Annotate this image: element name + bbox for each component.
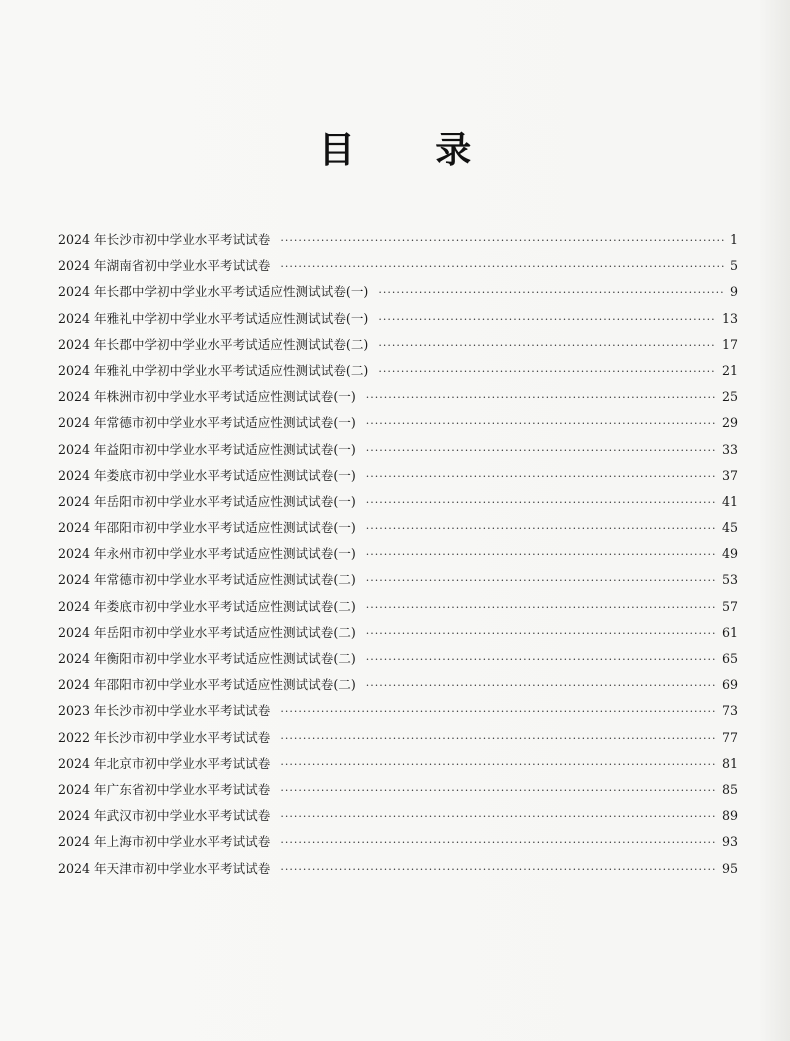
toc-entry [58, 253, 738, 279]
toc-entry-title: 2024 年邵阳市初中学业水平考试适应性测试试卷(二) [58, 677, 356, 693]
toc-entry-page: 73 [721, 703, 738, 719]
toc-entry-page: 81 [721, 755, 738, 771]
toc-entry [58, 463, 738, 489]
toc-entry-title: 2024 年常德市初中学业水平考试适应性测试试卷(一) [58, 415, 356, 431]
toc-entry [58, 489, 738, 515]
toc-entry [58, 829, 738, 855]
toc-entry [58, 751, 738, 777]
toc-entry-title: 2024 年邵阳市初中学业水平考试适应性测试试卷(一) [58, 520, 356, 536]
toc-entry-title: 2024 年岳阳市初中学业水平考试适应性测试试卷(一) [58, 493, 356, 509]
toc-leader-dots [280, 857, 716, 883]
toc-entry-title: 2024 年永州市初中学业水平考试适应性测试试卷(一) [58, 546, 356, 562]
toc-entry-title: 2024 年衡阳市初中学业水平考试适应性测试试卷(二) [58, 651, 356, 666]
toc-entry [58, 698, 738, 724]
toc-entry-title: 2024 年常德市初中学业水平考试适应性测试试卷(二) [58, 572, 356, 588]
toc-entry [58, 803, 738, 829]
toc-entry-page: 37 [721, 467, 738, 483]
toc-leader-dots [378, 359, 716, 385]
toc-entry [58, 777, 738, 803]
toc-leader-dots [280, 830, 716, 856]
toc-entry-page: 77 [721, 729, 738, 745]
toc-leader-dots [280, 254, 724, 280]
toc-leader-dots [366, 490, 716, 516]
toc-entry-title: 2024 年株洲市初中学业水平考试适应性测试试卷(一) [58, 389, 356, 405]
toc-entry [58, 410, 738, 436]
toc-entry-page: 41 [721, 493, 738, 509]
toc-leader-dots [378, 307, 716, 333]
toc-leader-dots [378, 333, 716, 359]
toc-entry [58, 646, 738, 672]
toc-entry-title: 2024 年天津市初中学业水平考试试卷 [58, 860, 271, 876]
toc-entry [58, 279, 738, 305]
toc-entry-title: 2024 年雅礼中学初中学业水平考试适应性测试试卷(二) [58, 362, 369, 378]
toc-entry-title: 2024 年北京市初中学业水平考试试卷 [58, 755, 271, 771]
toc-entry [58, 437, 738, 463]
toc-entry-page: 57 [721, 598, 738, 614]
toc-entry-title: 2024 年益阳市初中学业水平考试适应性测试试卷(一) [58, 441, 356, 457]
toc-entry-page: 17 [721, 336, 738, 352]
toc-entry-page: 93 [721, 834, 738, 850]
table-of-contents [58, 227, 738, 882]
toc-entry-page: 85 [721, 781, 738, 797]
toc-entry [58, 332, 738, 358]
toc-entry-title: 2024 年娄底市初中学业水平考试适应性测试试卷(一) [58, 467, 356, 483]
toc-entry-page: 5 [729, 258, 738, 274]
toc-entry [58, 541, 738, 567]
toc-entry-title: 2024 年武汉市初中学业水平考试试卷 [58, 808, 271, 824]
toc-leader-dots [366, 595, 716, 621]
toc-entry-title: 2022 年长沙市初中学业水平考试试卷 [58, 729, 271, 745]
toc-entry [58, 358, 738, 384]
toc-entry [58, 672, 738, 698]
toc-entry-page: 69 [721, 677, 738, 693]
toc-entry-page: 29 [721, 415, 738, 431]
toc-entry [58, 620, 738, 646]
toc-entry-page: 9 [729, 284, 738, 300]
toc-entry [58, 306, 738, 332]
toc-entry-title: 2024 年长郡中学初中学业水平考试适应性测试试卷(一) [58, 284, 369, 300]
toc-leader-dots [366, 673, 716, 699]
toc-entry [58, 567, 738, 593]
toc-entry [58, 594, 738, 620]
toc-entry-page: 61 [721, 624, 738, 640]
toc-leader-dots [280, 228, 724, 254]
toc-leader-dots [366, 647, 716, 673]
toc-entry-page: 53 [721, 572, 738, 588]
toc-leader-dots [280, 778, 716, 804]
toc-entry [58, 384, 738, 410]
toc-entry-title: 2024 年长沙市初中学业水平考试试卷 [58, 232, 271, 247]
toc-entry-title: 2024 年广东省初中学业水平考试试卷 [58, 781, 271, 797]
toc-leader-dots [280, 804, 716, 830]
toc-entry-page: 13 [721, 310, 738, 326]
toc-entry-page: 33 [721, 441, 738, 457]
toc-entry-page: 65 [721, 651, 738, 666]
toc-entry-page: 21 [721, 362, 738, 378]
toc-entry [58, 856, 738, 882]
toc-leader-dots [366, 464, 716, 490]
toc-entry [58, 725, 738, 751]
toc-leader-dots [366, 516, 716, 542]
toc-entry-page: 45 [721, 520, 738, 536]
toc-entry-title: 2024 年长郡中学初中学业水平考试适应性测试试卷(二) [58, 336, 369, 352]
toc-leader-dots [280, 726, 716, 752]
toc-entry-title: 2024 年雅礼中学初中学业水平考试适应性测试试卷(一) [58, 310, 369, 326]
toc-entry-title: 2024 年娄底市初中学业水平考试适应性测试试卷(二) [58, 598, 356, 614]
toc-leader-dots [366, 438, 716, 464]
toc-leader-dots [366, 568, 716, 594]
toc-entry [58, 227, 738, 253]
toc-entry-title: 2024 年上海市初中学业水平考试试卷 [58, 834, 271, 850]
toc-entry-page: 49 [721, 546, 738, 562]
toc-leader-dots [366, 411, 716, 437]
toc-leader-dots [280, 752, 716, 778]
toc-entry-title: 2024 年岳阳市初中学业水平考试适应性测试试卷(二) [58, 624, 356, 640]
toc-leader-dots [366, 542, 716, 568]
toc-entry-page: 95 [721, 860, 738, 876]
toc-entry-page: 89 [721, 808, 738, 824]
toc-leader-dots [366, 621, 716, 647]
toc-entry-page: 25 [721, 389, 738, 405]
page-title: 目 录 [318, 129, 506, 171]
toc-leader-dots [280, 699, 716, 725]
toc-entry [58, 515, 738, 541]
toc-leader-dots [366, 385, 716, 411]
toc-leader-dots [378, 280, 724, 306]
toc-entry-title: 2023 年长沙市初中学业水平考试试卷 [58, 703, 271, 719]
toc-entry-page: 1 [729, 232, 738, 247]
toc-entry-title: 2024 年湖南省初中学业水平考试试卷 [58, 258, 271, 274]
